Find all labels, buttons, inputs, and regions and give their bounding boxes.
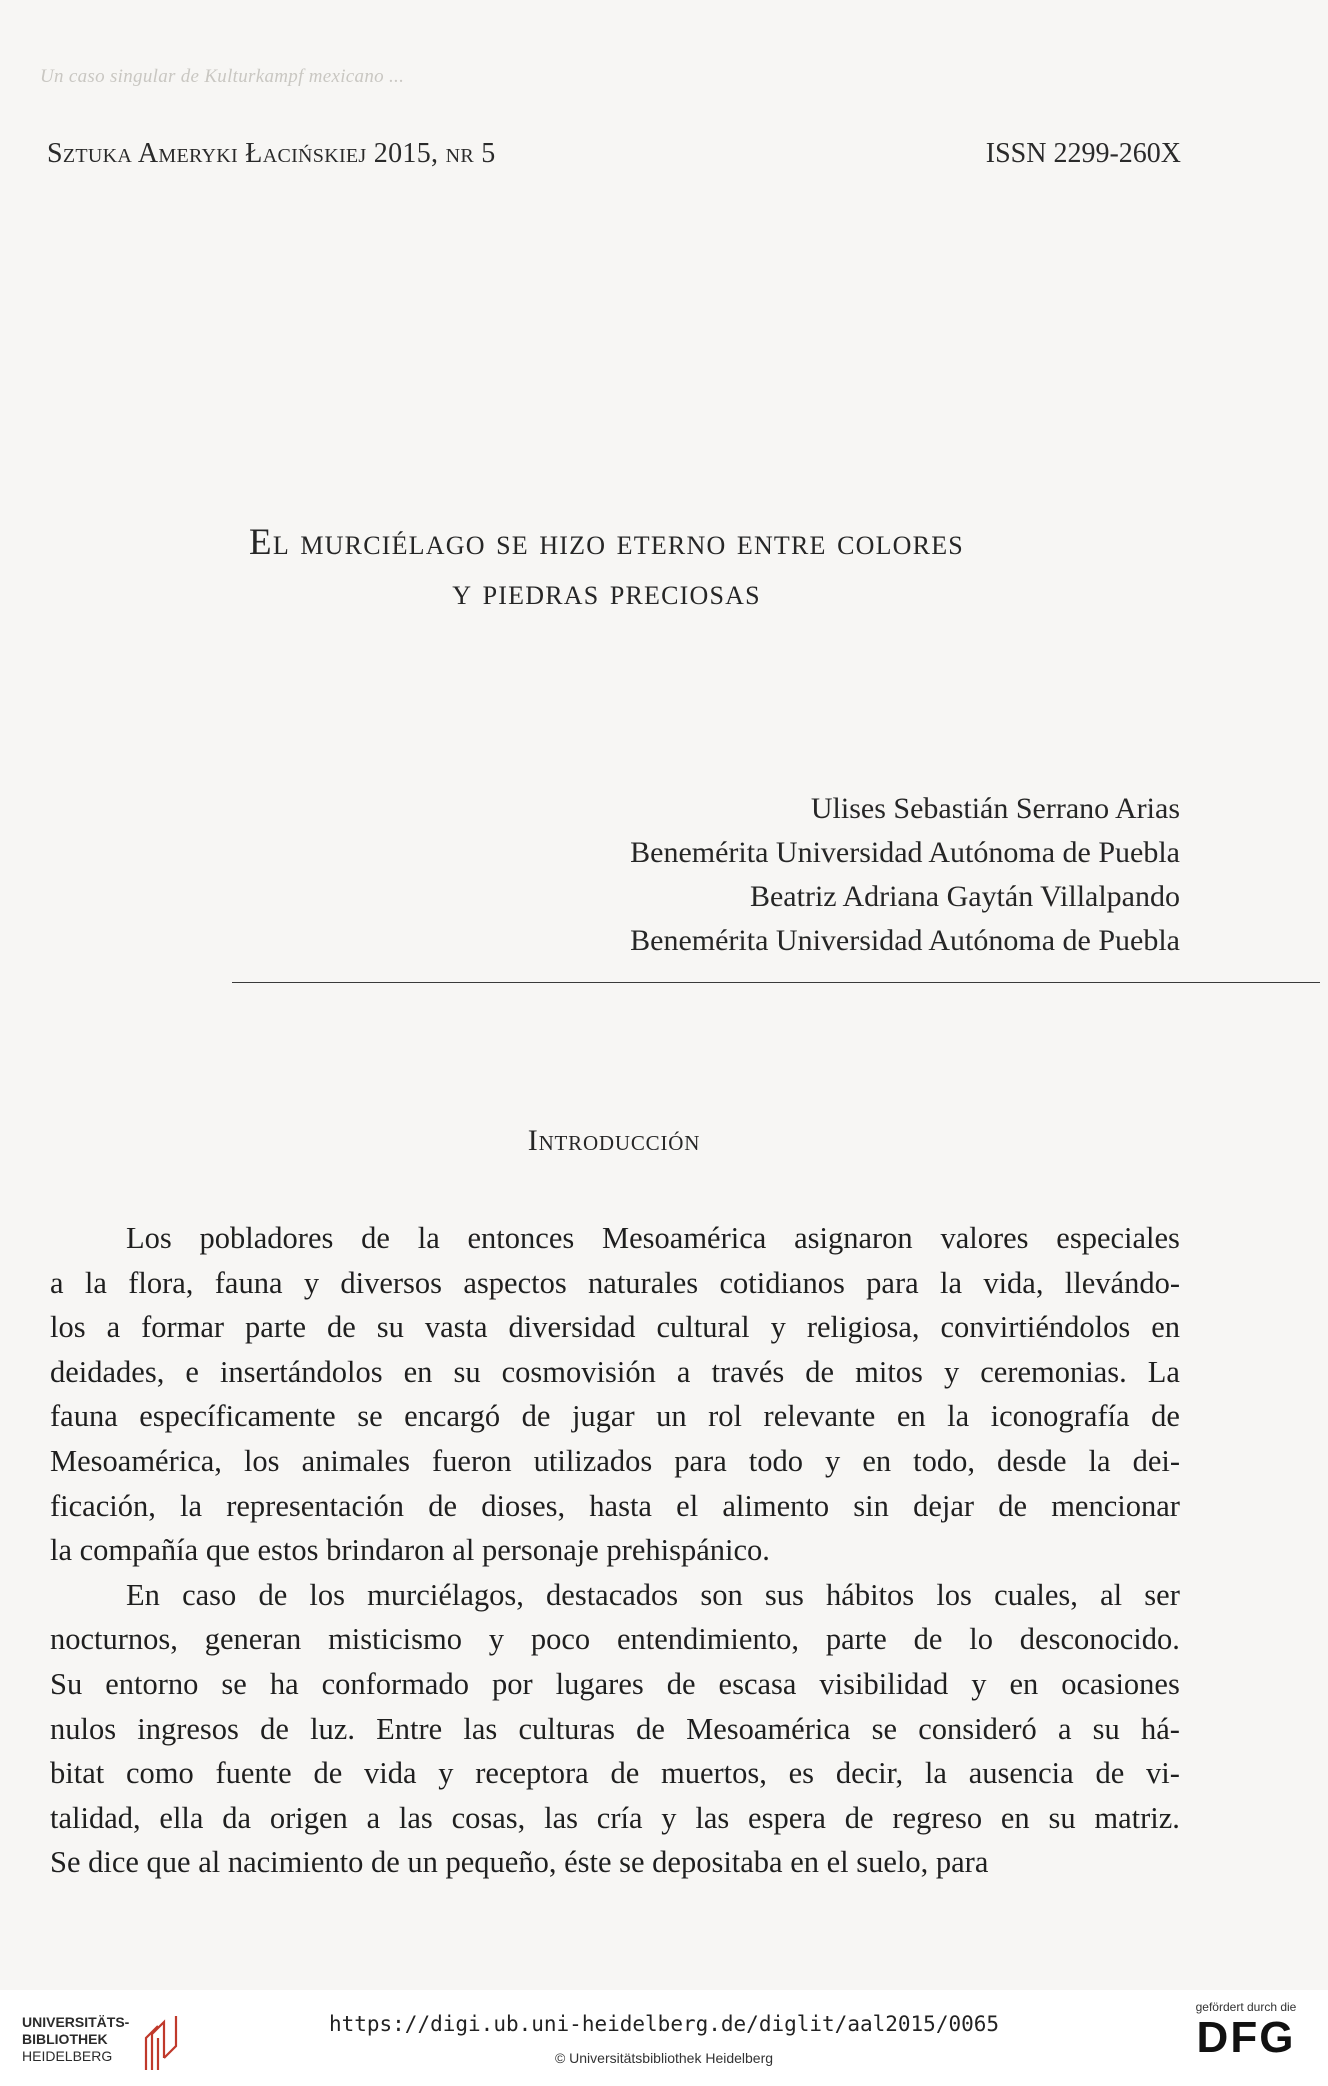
authors-block <box>630 787 1180 963</box>
section-heading: Introducción <box>527 1124 701 1157</box>
text-line: talidad, ella da origen a las cosas, las cría y las espera de regreso en su matriz. <box>50 1800 1180 1835</box>
text-line: Los pobladores de la entonces Mesoamérica asignaron valores especiales <box>126 1221 1180 1255</box>
library-name-line: BIBLIOTHEK <box>22 2031 108 2047</box>
funder-caption: gefördert durch die <box>1195 2000 1297 2014</box>
issn: ISSN 2299-260X <box>985 138 1181 169</box>
permalink-url[interactable]: https://digi.ub.uni-heidelberg.de/diglit/aal2015/0065 <box>328 2012 1000 2036</box>
body-text <box>50 1216 1180 1885</box>
text-line: los a formar parte de su vasta diversidad cultural y religiosa, convirtiéndolos en <box>50 1310 1180 1345</box>
library-name-line: UNIVERSITÄTS- <box>22 2014 130 2030</box>
text-line: la compañía que estos brindaron al personaje prehispánico. <box>50 1533 770 1568</box>
dfg-logo-text: DFG <box>1196 2013 1296 2062</box>
text-line: Se dice que al nacimiento de un pequeño, éste se depositaba en el suelo, para <box>50 1845 989 1880</box>
author-name: Ulises Sebastián Serrano Arias <box>810 792 1180 825</box>
title-line-2: y piedras preciosas <box>452 572 761 613</box>
paragraph <box>50 1573 1180 1885</box>
text-line: nulos ingresos de luz. Entre las culturas de Mesoamérica se consideró a su há- <box>50 1711 1180 1746</box>
text-line: a la flora, fauna y diversos aspectos naturales cotidianos para la vida, llevándo- <box>50 1265 1180 1300</box>
running-head <box>47 138 1181 170</box>
divider-rule <box>232 982 1320 983</box>
paragraph <box>50 1216 1180 1573</box>
journal-name: Sztuka Ameryki Łacińskiej 2015, nr 5 <box>47 138 496 169</box>
bleed-through-text: Un caso singular de Kulturkampf mexicano ... <box>40 66 405 87</box>
funder-logo <box>1186 2000 1306 2062</box>
text-line: deidades, e insertándolos en su cosmovisión a través de mitos y ceremonias. La <box>50 1354 1180 1389</box>
text-line: ficación, la representación de dioses, hasta el alimento sin dejar de mencionar <box>50 1488 1180 1523</box>
title-line-1: El murciélago se hizo eterno entre colores <box>249 522 964 563</box>
copyright-notice: © Universitätsbibliothek Heidelberg <box>554 2050 774 2066</box>
author-affiliation: Benemérita Universidad Autónoma de Puebla <box>630 924 1180 957</box>
author-affiliation: Benemérita Universidad Autónoma de Puebla <box>630 836 1180 869</box>
text-line: fauna específicamente se encargó de jugar un rol relevante en la iconografía de <box>50 1399 1180 1434</box>
author-name: Beatriz Adriana Gaytán Villalpando <box>749 880 1180 913</box>
text-line: nocturnos, generan misticismo y poco entendimiento, parte de lo desconocido. <box>50 1622 1180 1657</box>
footer-bar <box>0 1990 1328 2086</box>
article-title <box>0 518 1328 618</box>
text-line: En caso de los murciélagos, destacados son sus hábitos los cuales, al ser <box>126 1577 1180 1612</box>
text-line: Su entorno se ha conformado por lugares de escasa visibilidad y en ocasiones <box>50 1666 1180 1701</box>
text-line: Mesoamérica, los animales fueron utilizados para todo y en todo, desde la dei- <box>50 1443 1180 1478</box>
library-name-line: HEIDELBERG <box>22 2048 113 2064</box>
text-line: bitat como fuente de vida y receptora de muertos, es decir, la ausencia de vi- <box>50 1756 1180 1791</box>
